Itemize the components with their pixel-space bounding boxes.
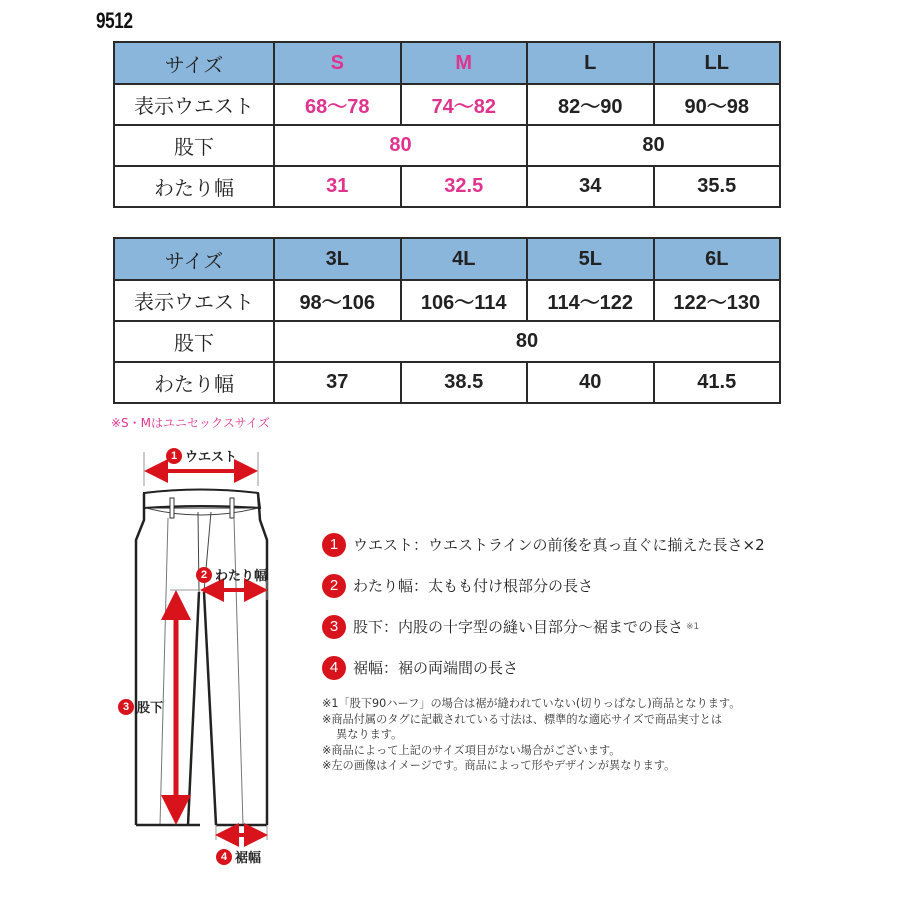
inseam-l-ll: 80 <box>527 125 780 166</box>
legend-text: わたり幅：太もも付け根部分の長さ <box>353 577 594 595</box>
diagram-label-text: 股下 <box>137 701 164 716</box>
pants-illustration-icon <box>100 440 300 880</box>
waist-ll: 90〜98 <box>654 84 781 125</box>
thigh-label: わたり幅 <box>114 362 274 403</box>
note-3: ※商品によって上記のサイズ項目がない場合がございます。 <box>322 743 621 757</box>
thigh-s: 31 <box>274 166 401 207</box>
number-1-icon: 1 <box>166 448 182 464</box>
note-2-cont: 異なります。 <box>336 728 403 741</box>
thigh-label: わたり幅 <box>114 166 274 207</box>
size-header-row <box>114 238 780 280</box>
model-number: 9512 <box>96 8 133 33</box>
thigh-ll: 35.5 <box>654 166 781 207</box>
size-3l: 3L <box>274 238 401 280</box>
inseam-row <box>114 125 780 166</box>
diagram-label-hem <box>216 847 261 866</box>
size-table-large <box>113 237 781 404</box>
waist-6l: 122〜130 <box>654 280 781 321</box>
waist-label: 表示ウエスト <box>114 84 274 125</box>
legend-footnote: ※1 <box>686 621 700 632</box>
legend-item-waist <box>322 531 792 558</box>
pants-diagram <box>100 440 300 880</box>
size-l: L <box>527 42 654 84</box>
thigh-m: 32.5 <box>401 166 528 207</box>
number-3-icon: 3 <box>322 615 346 639</box>
number-4-icon: 4 <box>322 656 346 680</box>
number-3-icon: 3 <box>118 699 134 715</box>
header-label: サイズ <box>114 238 274 280</box>
waist-label: 表示ウエスト <box>114 280 274 321</box>
legend-text: ウエスト：ウエストラインの前後を真っ直ぐに揃えた長さ×2 <box>353 536 765 554</box>
size-table-regular <box>113 41 781 208</box>
diagram-label-thigh <box>196 565 267 584</box>
diagram-label-text: 裾幅 <box>235 851 262 866</box>
note-2: ※商品付属のタグに記載されている寸法は、標準的な適応サイズで商品実寸とは <box>322 712 723 726</box>
number-1-icon: 1 <box>322 533 346 557</box>
inseam-label: 股下 <box>114 321 274 362</box>
waist-l: 82〜90 <box>527 84 654 125</box>
waist-4l: 106〜114 <box>401 280 528 321</box>
note-1: ※1「股下90ハーフ」の場合は裾が縫われていない(切りっぱなし)商品となります。 <box>322 697 741 710</box>
waist-s: 68〜78 <box>274 84 401 125</box>
size-ll: LL <box>654 42 781 84</box>
legend-item-inseam <box>322 613 792 640</box>
number-2-icon: 2 <box>322 574 346 598</box>
thigh-row <box>114 362 780 403</box>
diagram-label-inseam <box>118 697 163 716</box>
size-5l: 5L <box>527 238 654 280</box>
number-2-icon: 2 <box>196 567 212 583</box>
inseam-s-m: 80 <box>274 125 527 166</box>
thigh-3l: 37 <box>274 362 401 403</box>
size-4l: 4L <box>401 238 528 280</box>
waist-row <box>114 280 780 321</box>
waist-5l: 114〜122 <box>527 280 654 321</box>
legend-item-hem <box>322 654 792 681</box>
notes <box>322 696 792 774</box>
legend-text: 裾幅：裾の両端間の長さ <box>353 659 519 677</box>
waist-m: 74〜82 <box>401 84 528 125</box>
size-m: M <box>401 42 528 84</box>
header-label: サイズ <box>114 42 274 84</box>
legend-text: 股下：内股の十字型の縫い目部分〜裾までの長さ <box>353 618 684 636</box>
measurement-legend <box>322 531 792 695</box>
waist-row <box>114 84 780 125</box>
legend-item-thigh <box>322 572 792 599</box>
inseam-row <box>114 321 780 362</box>
diagram-label-waist <box>166 446 237 465</box>
diagram-label-text: ウエスト <box>185 450 238 465</box>
size-s: S <box>274 42 401 84</box>
note-4: ※左の画像はイメージです。商品によって形やデザインが異なります。 <box>322 759 676 772</box>
thigh-5l: 40 <box>527 362 654 403</box>
thigh-6l: 41.5 <box>654 362 781 403</box>
thigh-4l: 38.5 <box>401 362 528 403</box>
thigh-row <box>114 166 780 207</box>
inseam-all: 80 <box>274 321 780 362</box>
inseam-label: 股下 <box>114 125 274 166</box>
unisex-note: ※S・Mはユニセックスサイズ <box>111 416 270 430</box>
waist-3l: 98〜106 <box>274 280 401 321</box>
thigh-l: 34 <box>527 166 654 207</box>
size-header-row <box>114 42 780 84</box>
diagram-label-text: わたり幅 <box>215 569 268 584</box>
size-6l: 6L <box>654 238 781 280</box>
number-4-icon: 4 <box>216 849 232 865</box>
